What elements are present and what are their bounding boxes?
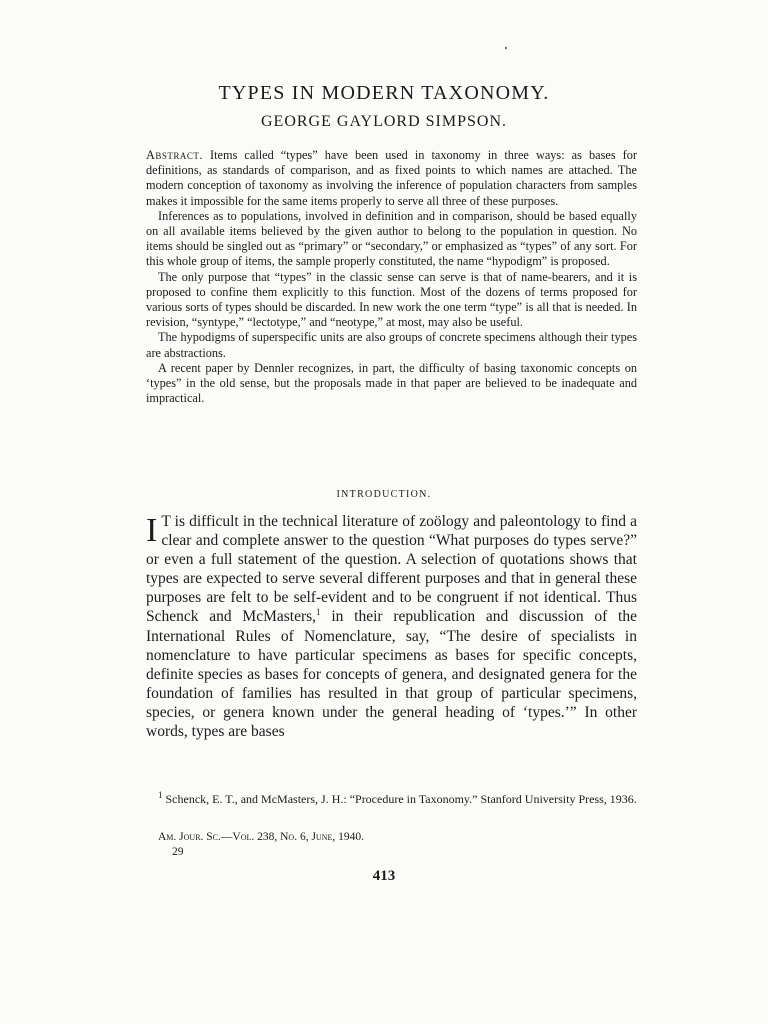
footnote-text: Schenck, E. T., and McMasters, J. H.: “Procedure in Taxonomy.” Stanford University Press, 1936. <box>162 792 637 806</box>
page-number: 413 <box>372 868 396 884</box>
abstract-paragraph: The hypodigms of superspecific units are also groups of concrete specimens although their types are abstractions. <box>146 330 637 360</box>
drop-cap: I <box>146 512 158 549</box>
paper-speck <box>505 47 507 49</box>
abstract-paragraph <box>146 148 637 209</box>
journal-citation-block <box>158 830 364 860</box>
abstract-label: Abstract. <box>146 148 203 162</box>
section-heading: INTRODUCTION. <box>336 489 432 500</box>
abstract <box>146 148 637 406</box>
intro-text: T is difficult in the technical literature of zoölogy and paleontology to find a clear and complete answer to the question “What purposes do types serve?” or even a full statement of the question. A selection of quotations shows that types are expected to serve several different purposes and that in general these purposes are felt to be self-evident and to be congruent if not identical. Thus Schenck and McMasters, <box>146 513 637 626</box>
signature-mark: 29 <box>172 846 184 858</box>
journal-citation: Am. Jour. Sc.—Vol. 238, No. 6, June, 1940. <box>158 831 364 843</box>
introduction-body <box>146 512 637 741</box>
intro-text-cont: in their republication and discussion of the International Rules of Nomenclature, say, “The desire of specialists in nomenclature to have particular specimens as bases for specific concepts, definite species as bases for concepts of genera, and designated genera for the foundation of families has resulted in that group of particular specimens, species, or genera known under the general heading of ‘types.’” In other words, types are bases <box>146 608 637 741</box>
footnote-mark: 1 <box>158 790 163 800</box>
footnote <box>146 792 637 807</box>
abstract-paragraph: Inferences as to populations, involved in definition and in comparison, should be based equally on all available items believed by the given author to belong to the population in question. No items should be singled out as “primary” or “secondary,” or emphasized as “types” of any sort. For this whole group of items, the sample properly constituted, the name “hypodigm” is proposed. <box>146 208 637 269</box>
abstract-paragraph: A recent paper by Dennler recognizes, in part, the difficulty of basing taxonomic concepts on ‘types” in the old sense, but the proposals made in that paper are believed to be inadequate and impractical. <box>146 360 637 406</box>
article-title: TYPES IN MODERN TAXONOMY. <box>218 82 550 104</box>
abstract-paragraph: The only purpose that “types” in the classic sense can serve is that of name-bearers, and it is proposed to confine them explicitly to this function. Most of the dozens of terms proposed for various sorts of types should be discarded. In new work the one term “type” is all that is needed. In revision, “syntype,” “lectotype,” and “neotype,” at most, may also be useful. <box>146 269 637 330</box>
abstract-text: Items called “types” have been used in taxonomy in three ways: as bases for definitions, as standards of comparison, and as fixed points to which names are attached. The modern conception of taxonomy as involving the inference of population characters from samples makes it impossible for the same items properly to serve all three of these purposes. <box>146 148 637 208</box>
article-author: GEORGE GAYLORD SIMPSON. <box>261 113 507 130</box>
footnote-ref: 1 <box>316 607 321 618</box>
